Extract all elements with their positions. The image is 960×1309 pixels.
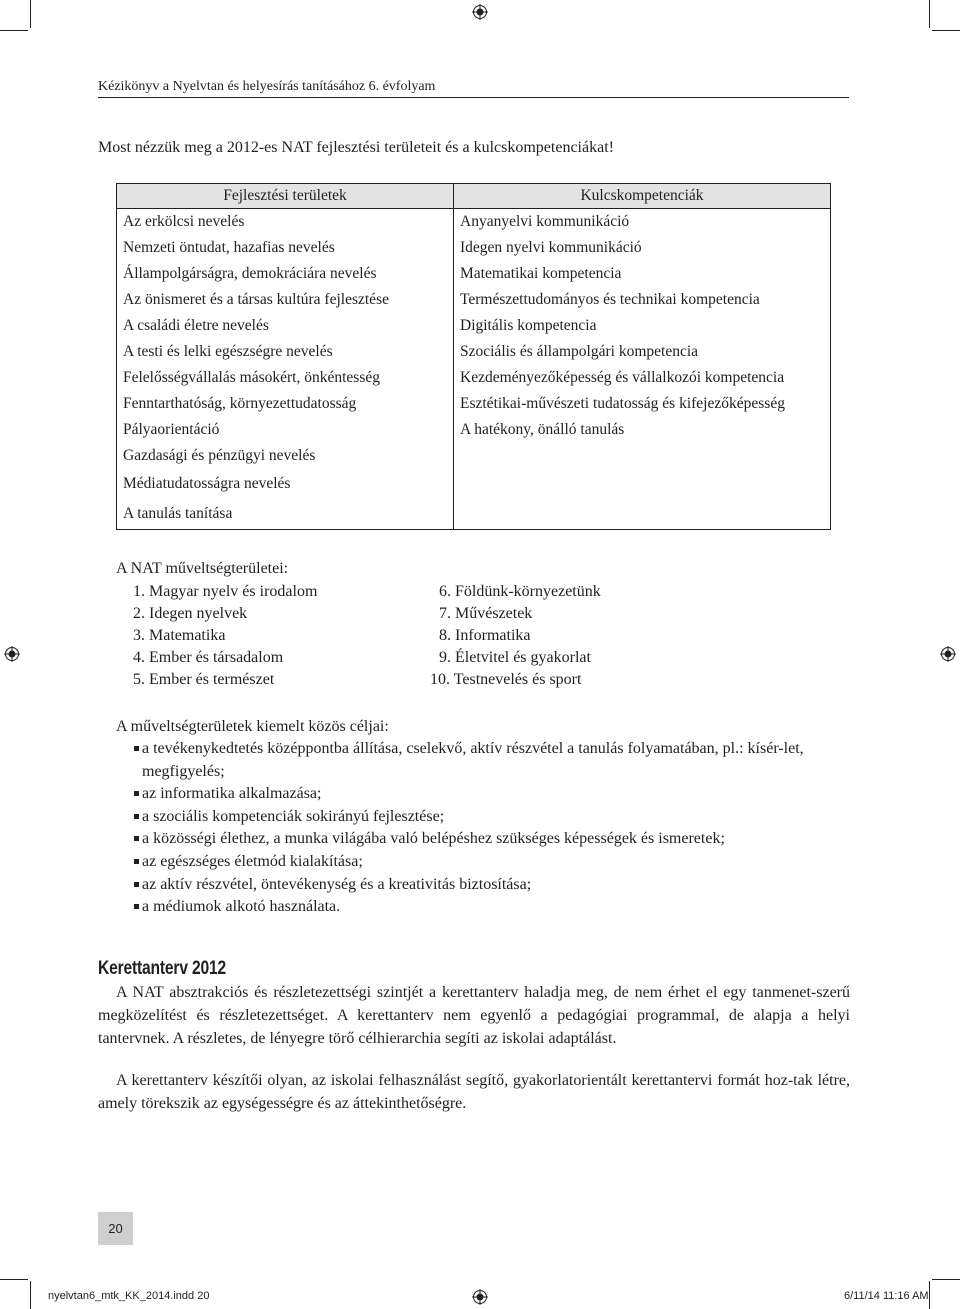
area-item: 5. Ember és természet <box>133 671 275 688</box>
running-header: Kézikönyv a Nyelvtan és helyesírás tanításához 6. évfolyam <box>98 79 436 94</box>
slug-filename: nyelvtan6_mtk_KK_2014.indd 20 <box>48 1290 210 1302</box>
table-cell <box>454 443 831 469</box>
table-cell: A családi életre nevelés <box>117 313 454 339</box>
table-cell: A tanulás tanítása <box>117 499 454 530</box>
table-row <box>117 261 831 287</box>
list-item: a médiumok alkotó használata. <box>116 896 851 919</box>
table-cell: A hatékony, önálló tanulás <box>454 417 831 443</box>
table-row <box>117 417 831 443</box>
body-paragraph: A kerettanterv készítői olyan, az iskolai felhasználást segítő, gyakorlatorientált kerettantervi formát hoz-tak létre, amely törekszik az egységességre és az áttekinthetőségre. <box>98 1072 850 1112</box>
crop-mark <box>0 30 28 31</box>
table-cell: Természettudományos és technikai kompetencia <box>454 287 831 313</box>
table-cell: Anyanyelvi kommunikáció <box>454 209 831 236</box>
section-heading: Kerettanterv 2012 <box>98 958 226 979</box>
competency-table <box>116 183 831 530</box>
table-row <box>117 287 831 313</box>
column-header: Fejlesztési területek <box>117 184 454 209</box>
area-item: 8. Informatika <box>439 627 531 644</box>
registration-mark-icon <box>472 4 488 20</box>
slug-date: 6/11/14 11:16 AM <box>844 1290 929 1302</box>
table-cell: Médiatudatosságra nevelés <box>117 469 454 499</box>
registration-mark-icon <box>4 646 20 662</box>
area-item: 6. Földünk-környezetünk <box>439 583 601 600</box>
table-header-row <box>117 184 831 209</box>
table-cell: Az erkölcsi nevelés <box>117 209 454 236</box>
page-number: 20 <box>98 1212 133 1245</box>
table-cell: Gazdasági és pénzügyi nevelés <box>117 443 454 469</box>
column-header: Kulcskompetenciák <box>454 184 831 209</box>
table-cell: Matematikai kompetencia <box>454 261 831 287</box>
table-row <box>117 365 831 391</box>
crop-mark <box>932 1279 960 1280</box>
area-item: 4. Ember és társadalom <box>133 649 284 666</box>
table-cell: Szociális és állampolgári kompetencia <box>454 339 831 365</box>
area-item: 10. Testnevelés és sport <box>430 671 582 688</box>
list-item: a szociális kompetenciák sokirányú fejlesztése; <box>116 806 851 829</box>
table-cell: Idegen nyelvi kommunikáció <box>454 235 831 261</box>
table-row <box>117 313 831 339</box>
table-row <box>117 235 831 261</box>
table-cell: A testi és lelki egészségre nevelés <box>117 339 454 365</box>
crop-mark <box>929 1281 930 1309</box>
crop-mark <box>30 0 31 28</box>
area-item: 3. Matematika <box>133 627 226 644</box>
area-item: 2. Idegen nyelvek <box>133 605 248 622</box>
list-item: az informatika alkalmazása; <box>116 783 851 806</box>
list-item: a közösségi élethez, a munka világába való belépéshez szükséges képességek és ismeretek; <box>116 828 851 851</box>
table-cell: Digitális kompetencia <box>454 313 831 339</box>
registration-mark-icon <box>472 1289 488 1305</box>
table-cell: Állampolgárságra, demokráciára nevelés <box>117 261 454 287</box>
area-item: 9. Életvitel és gyakorlat <box>439 649 591 666</box>
table-row <box>117 339 831 365</box>
list-item: az egészséges életmód kialakítása; <box>116 851 851 874</box>
table-row <box>117 499 831 530</box>
table-cell: Pályaorientáció <box>117 417 454 443</box>
areas-title: A NAT műveltségterületei: <box>116 560 289 577</box>
table-row <box>117 391 831 417</box>
table-cell: Esztétikai-művészeti tudatosság és kifejezőképesség <box>454 391 831 417</box>
area-item: 1. Magyar nyelv és irodalom <box>133 583 318 600</box>
header-rule <box>98 97 849 98</box>
table-cell: Fenntarthatóság, környezettudatosság <box>117 391 454 417</box>
table-cell <box>454 469 831 499</box>
body-paragraph: A NAT absztrakciós és részletezettségi szintjét a kerettanterv haladja meg, de nem érhet el egy tanmenet-szerű megközelítést és részletezettséget. A kerettanterv nem egyenlő a pedagógiai programmal, de alapja a helyi tantervnek. A részletes, de lényegre törő célhierarchia segíti az iskolai adaptálást. <box>98 984 850 1047</box>
crop-mark <box>0 1279 28 1280</box>
table-cell: Felelősségvállalás másokért, önkéntesség <box>117 365 454 391</box>
goals-list <box>116 738 851 919</box>
table-row <box>117 469 831 499</box>
table-cell <box>454 499 831 530</box>
table-cell: Az önismeret és a társas kultúra fejlesztése <box>117 287 454 313</box>
goals-title: A műveltségterületek kiemelt közös céljai: <box>116 718 389 735</box>
list-item: az aktív részvétel, öntevékenység és a kreativitás biztosítása; <box>116 874 851 897</box>
table-row <box>117 209 831 236</box>
table-cell: Kezdeményezőképesség és vállalkozói kompetencia <box>454 365 831 391</box>
area-item: 7. Művészetek <box>439 605 533 622</box>
crop-mark <box>932 30 960 31</box>
registration-mark-icon <box>940 646 956 662</box>
table-cell: Nemzeti öntudat, hazafias nevelés <box>117 235 454 261</box>
table-row <box>117 443 831 469</box>
crop-mark <box>929 0 930 28</box>
intro-text: Most nézzük meg a 2012-es NAT fejlesztési területeit és a kulcskompetenciákat! <box>98 139 614 156</box>
crop-mark <box>30 1281 31 1309</box>
list-item: a tevékenykedtetés középpontba állítása, cselekvő, aktív részvétel a tanulás folyamatában, pl.: kísér-let, megfigyelés; <box>116 738 851 783</box>
